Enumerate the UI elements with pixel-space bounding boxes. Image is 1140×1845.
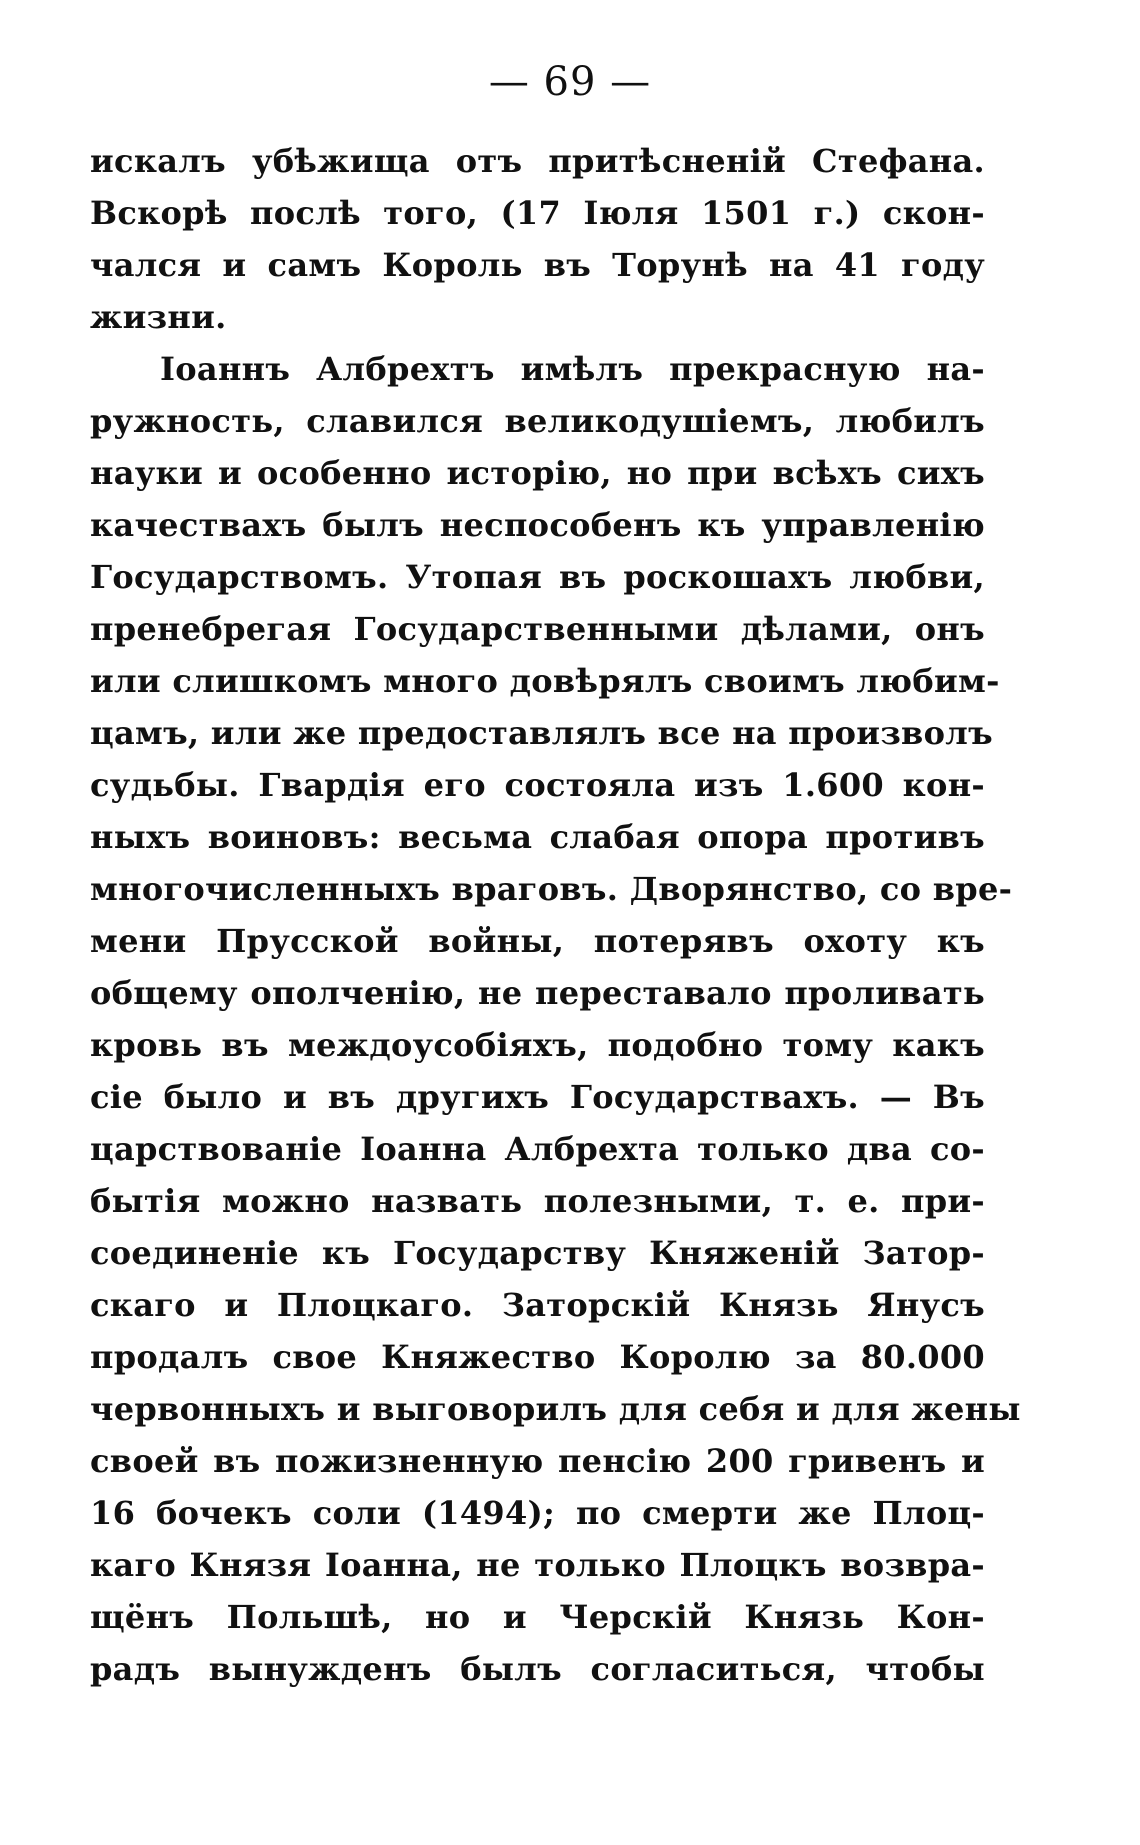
text-line: искалъ убѣжища отъ притѣсненій Стефана.: [90, 142, 985, 180]
text-line: бытія можно назвать полезными, т. е. при-: [90, 1182, 985, 1220]
text-line: науки и особенно исторію, но при всѣхъ сихъ: [90, 454, 985, 492]
text-line: ныхъ воиновъ: весьма слабая опора противъ: [90, 818, 985, 856]
text-line: червонныхъ и выговорилъ для себя и для жены: [90, 1390, 1021, 1428]
text-line: Вскорѣ послѣ того, (17 Іюля 1501 г.) скон-: [90, 194, 985, 232]
text-line: каго Князя Іоанна, не только Плоцкъ возвра-: [90, 1546, 985, 1584]
text-line: скаго и Плоцкаго. Заторскій Князь Янусъ: [90, 1286, 985, 1324]
text-line: сіе было и въ другихъ Государствахъ. — Въ: [90, 1078, 985, 1116]
text-line: цамъ, или же предоставлялъ все на произволъ: [90, 714, 993, 752]
text-line: жизни.: [90, 298, 227, 336]
text-line: качествахъ былъ неспособенъ къ управленію: [90, 506, 985, 544]
page-number: — 69 —: [488, 59, 652, 105]
text-line: продалъ свое Княжество Королю за 80.000: [90, 1338, 985, 1376]
body-text: [90, 135, 1021, 1695]
text-line: Іоаннъ Албрехтъ имѣлъ прекрасную на-: [160, 350, 985, 388]
text-line: чался и самъ Король въ Торунѣ на 41 году: [90, 246, 985, 284]
text-line: кровь въ междоусобіяхъ, подобно тому какъ: [90, 1026, 985, 1064]
text-line: судьбы. Гвардія его состояла изъ 1.600 кон-: [90, 766, 985, 804]
text-line: пренебрегая Государственными дѣлами, онъ: [90, 610, 985, 648]
text-line: своей въ пожизненную пенсію 200 гривенъ и: [90, 1442, 985, 1480]
text-line: или слишкомъ много довѣрялъ своимъ любим-: [90, 662, 1000, 700]
text-line: мени Прусской войны, потерявъ охоту къ: [90, 922, 985, 960]
text-line: радъ вынужденъ былъ согласиться, чтобы: [90, 1650, 985, 1688]
text-line: щёнъ Польшѣ, но и Черскій Князь Кон-: [90, 1598, 985, 1636]
text-line: Государствомъ. Утопая въ роскошахъ любви,: [90, 558, 985, 596]
text-line: соединеніе къ Государству Княженій Затор-: [90, 1234, 985, 1272]
text-line: многочисленныхъ враговъ. Дворянство, со вре-: [90, 870, 1013, 908]
text-line: царствованіе Іоанна Албрехта только два со-: [90, 1130, 985, 1168]
text-line: общему ополченію, не переставало проливать: [90, 974, 985, 1012]
text-line: ружность, славился великодушіемъ, любилъ: [90, 402, 985, 440]
text-line: 16 бочекъ соли (1494); по смерти же Плоц-: [90, 1494, 985, 1532]
